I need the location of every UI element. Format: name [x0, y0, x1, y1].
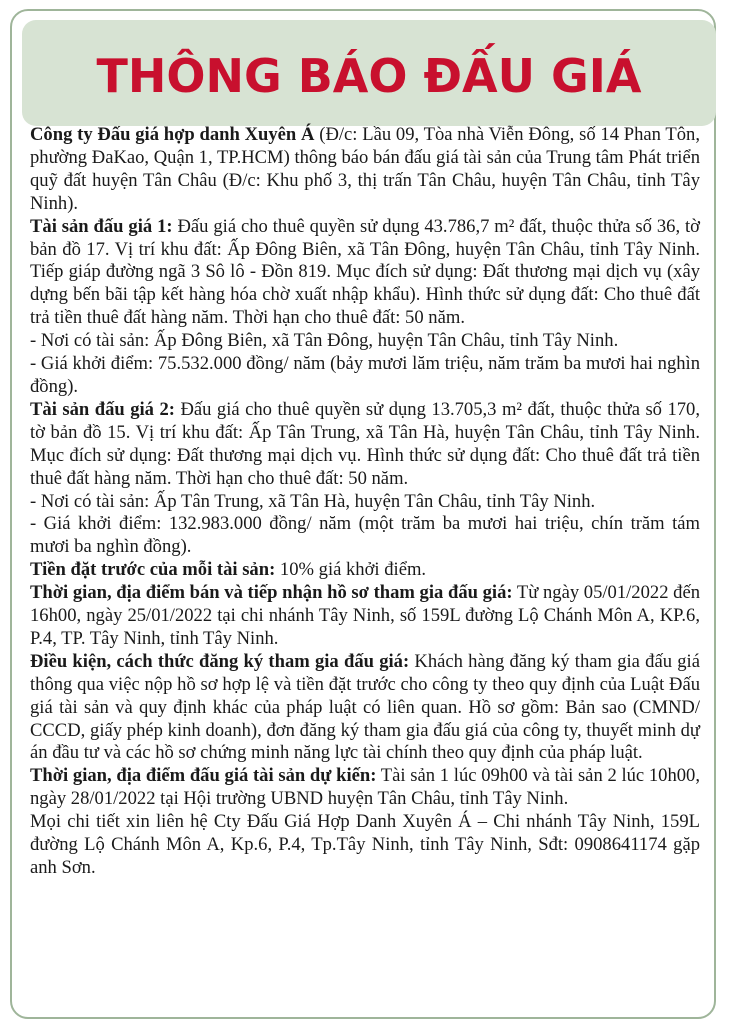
paragraph-text: Từ ngày 05/01/2022 đến 16h00, ngày 25/01/2022 tại chi nhánh Tây Ninh, số 159L đường Lộ Chánh Môn A, KP.6, P.4, TP. Tây Ninh, tỉnh Tây Ninh. [30, 582, 701, 649]
paragraph-label: Công ty Đấu giá hợp danh Xuyên Á [30, 124, 315, 145]
paragraph-asset-2-price [30, 513, 700, 559]
paragraph-deposit [30, 559, 700, 582]
paragraph-label: Thời gian, địa điểm bán và tiếp nhận hồ sơ tham gia đấu giá: [30, 582, 513, 604]
paragraph-label: Tiền đặt trước của mỗi tài sản: [30, 559, 276, 581]
paragraph-text: Mọi chi tiết xin liên hệ Cty Đấu Giá Hợp Danh Xuyên Á – Chi nhánh Tây Ninh, 159L đường Lộ Chánh Môn A, Kp.6, P.4, Tp.Tây Ninh, tỉnh Tây Ninh, Sđt: 0908641174 gặp anh Sơn. [30, 811, 700, 878]
paragraph-company [30, 124, 700, 216]
paragraph-conditions [30, 651, 700, 766]
paragraph-asset-2-location [30, 491, 700, 514]
notice-title: THÔNG BÁO ĐẤU GIÁ [96, 49, 642, 103]
paragraph-asset-1-location [30, 330, 700, 353]
paragraph-text: Đấu giá cho thuê quyền sử dụng 43.786,7 m² đất, thuộc thửa số 36, tờ bản đồ 17. Vị trí khu đất: Ấp Đông Biên, xã Tân Đông, huyện Tân Châu, tỉnh Tây Ninh. Tiếp giáp đường ngã 3 Sô lô - Đồn 819. Mục đích sử dụng: Đất thương mại dịch vụ (xây dựng bến bãi tập kết hàng hóa chờ xuất nhập khẩu). Hình thức sử dụng đất: Cho thuê đất trả tiền thuê đất hàng năm. Thời hạn cho thuê đất: 50 năm. [30, 215, 701, 329]
paragraph-contact [30, 811, 700, 880]
paragraph-label: Tài sản đấu giá 1: [30, 215, 173, 237]
paragraph-text: - Giá khởi điểm: 132.983.000 đồng/ năm (một trăm ba mươi hai triệu, chín trăm tám mươi ba nghìn đồng). [30, 513, 700, 558]
notice-body [30, 124, 700, 880]
paragraph-asset-2 [30, 399, 700, 491]
paragraph-auction-time [30, 765, 700, 811]
paragraph-text: Tài sản 1 lúc 09h00 và tài sản 2 lúc 10h00, ngày 28/01/2022 tại Hội trường UBND huyện Tân Châu, tỉnh Tây Ninh. [30, 765, 701, 810]
header-banner [22, 20, 716, 126]
paragraph-text: - Nơi có tài sản: Ấp Tân Trung, xã Tân Hà, huyện Tân Châu, tỉnh Tây Ninh. [30, 490, 596, 512]
paragraph-text: Đấu giá cho thuê quyền sử dụng 13.705,3 m² đất, thuộc thửa số 170, tờ bản đồ 15. Vị trí khu đất: Ấp Tân Trung, xã Tân Hà, huyện Tân Châu, tỉnh Tây Ninh. Mục đích sử dụng: Đất thương mại dịch vụ. Hình thức sử dụng đất: Cho thuê đất trả tiền thuê đất hàng năm. Thời hạn cho thuê đất: 50 năm. [30, 398, 701, 489]
paragraph-text: Khách hàng đăng ký tham gia đấu giá thông qua việc nộp hồ sơ hợp lệ và tiền đặt trước cho công ty theo quy định của Luật Đấu giá tài sản và quy định khác của pháp luật có liên quan. Hồ sơ gồm: Bản sao (CMND/ CCCD, giấy phép kinh doanh), đơn đăng ký tham gia đấu giá của công ty, thuyết minh dự án đầu tư và các hồ sơ chứng minh năng lực tài chính theo quy định của pháp luật. [30, 650, 700, 764]
paragraph-text: - Giá khởi điểm: 75.532.000 đồng/ năm (bảy mươi lăm triệu, năm trăm ba mươi hai nghìn đồng). [30, 353, 700, 397]
paragraph-label: Điều kiện, cách thức đăng ký tham gia đấu giá: [30, 650, 410, 672]
paragraph-label: Tài sản đấu giá 2: [30, 398, 175, 420]
paragraph-sale-time [30, 582, 700, 651]
paragraph-text: (Đ/c: Lầu 09, Tòa nhà Viễn Đông, số 14 Phan Tôn, phường ĐaKao, Quận 1, TP.HCM) thông báo bán đấu giá tài sản của Trung tâm Phát triển quỹ đất huyện Tân Châu (Đ/c: Khu phố 3, thị trấn Tân Châu, huyện Tân Châu, tỉnh Tây Ninh). [30, 124, 700, 214]
paragraph-label: Thời gian, địa điểm đấu giá tài sản dự kiến: [30, 765, 377, 787]
paragraph-asset-1-price [30, 353, 700, 399]
paragraph-text: 10% giá khởi điểm. [275, 559, 427, 581]
paragraph-text: - Nơi có tài sản: Ấp Đông Biên, xã Tân Đông, huyện Tân Châu, tỉnh Tây Ninh. [30, 330, 619, 352]
paragraph-asset-1 [30, 216, 700, 331]
